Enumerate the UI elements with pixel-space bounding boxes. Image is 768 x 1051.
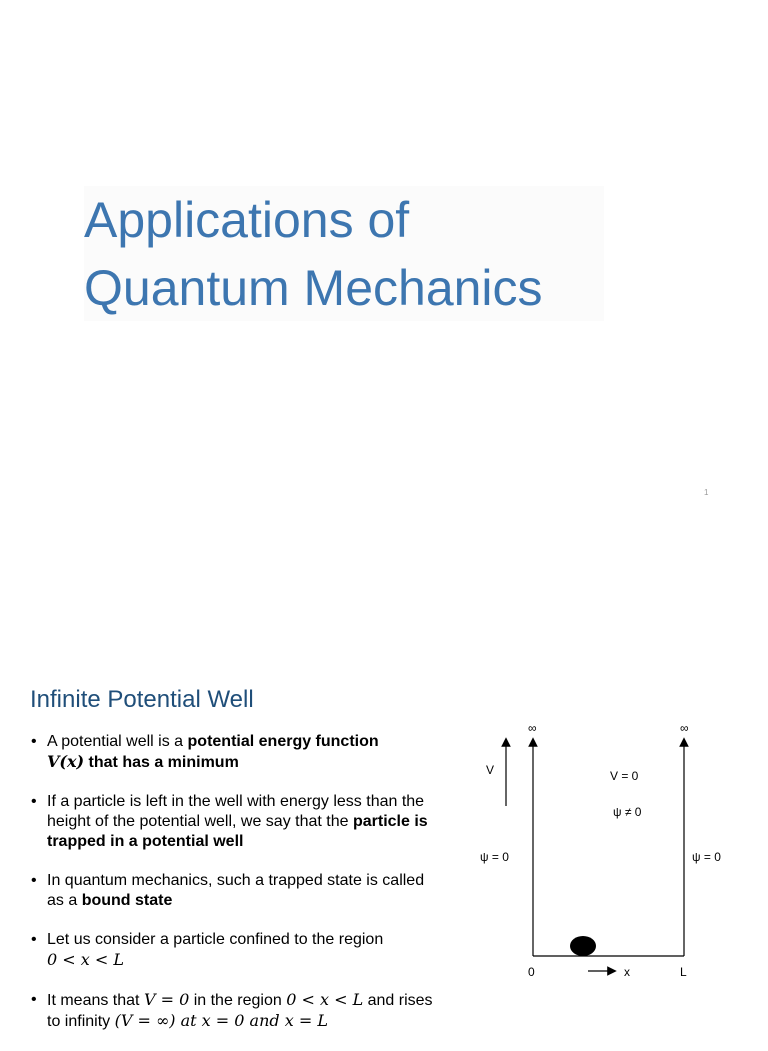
- bullet-text: and rises to infinity: [47, 992, 433, 1030]
- bullet-item: [30, 732, 440, 773]
- l-label: L: [680, 965, 687, 979]
- psi-zero-right-label: ψ = 0: [692, 850, 721, 864]
- math-expression: 0 < x < L: [286, 990, 364, 1009]
- bullet-text: in the region: [189, 992, 287, 1009]
- title-line-2: Quantum Mechanics: [84, 260, 543, 316]
- bullet-text: In quantum mechanics, such a trapped state is called as a: [47, 872, 425, 909]
- bullet-text: Let us consider a particle confined to the region: [47, 931, 384, 948]
- bullet-item: [30, 792, 440, 852]
- psi-zero-left-label: ψ = 0: [480, 850, 509, 864]
- page-number: 1: [704, 488, 709, 497]
- math-expression: 0 < x < L: [47, 950, 124, 969]
- bullet-item: [30, 990, 440, 1032]
- potential-well-diagram: [470, 712, 740, 992]
- content-slide: [0, 640, 768, 1030]
- title-line-1: Applications of: [84, 192, 410, 248]
- bullet-bold-text: potential energy function: [187, 733, 379, 750]
- bullet-bold-text: bound state: [81, 892, 173, 909]
- particle: [570, 936, 596, 956]
- math-expression: V = 0: [143, 990, 190, 1009]
- x-label: x: [624, 965, 630, 979]
- slide-title: [84, 186, 604, 321]
- v-zero-label: V = 0: [610, 769, 639, 783]
- bullet-bold-text: particle is trapped in a potential well: [47, 813, 428, 850]
- bullet-item: [30, 930, 440, 971]
- psi-nonzero-label: ψ ≠ 0: [613, 805, 642, 819]
- bullet-list: [30, 732, 440, 1051]
- math-expression: (V = ∞) at x = 0 and x = L: [114, 1011, 328, 1030]
- origin-label: 0: [528, 965, 535, 979]
- infinity-right-label: ∞: [680, 721, 689, 735]
- bullet-bold-text: that has a minimum: [84, 754, 239, 771]
- bullet-text: If a particle is left in the well with energy less than the height of the potential well, we say that the: [47, 793, 425, 830]
- bullet-text: A potential well is a: [47, 733, 188, 750]
- v-axis-label: V: [486, 763, 495, 777]
- slide-heading: Infinite Potential Well: [30, 686, 254, 713]
- math-expression: V(x): [47, 752, 85, 771]
- bullet-text: It means that: [47, 992, 144, 1009]
- infinity-left-label: ∞: [528, 721, 537, 735]
- bullet-item: [30, 871, 440, 911]
